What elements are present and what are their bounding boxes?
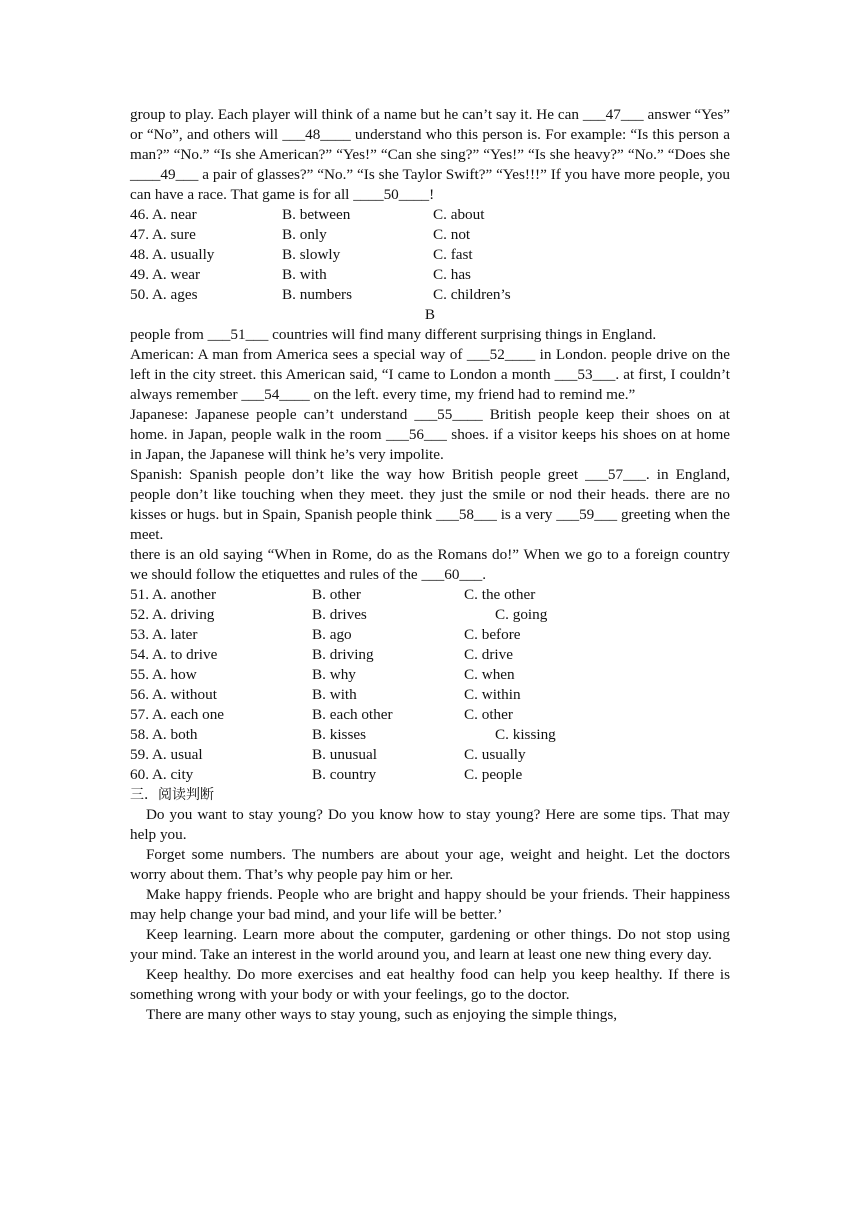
option-row [130, 585, 730, 605]
option-b: B. other [312, 586, 361, 603]
option-a: 48. A. usually [130, 246, 215, 263]
option-c: C. the other [464, 586, 536, 603]
option-b: B. numbers [282, 286, 353, 303]
passage-b-paragraph: Spanish: Spanish people don’t like the way how British people greet ___57___. in England, people don’t like touching when they meet. they just the smile or nod their heads. there are no kisses or hugs. but in Spain, Spanish people think ___58___ is a very ___59___ greeting when the meet. [130, 466, 730, 543]
option-b: B. between [282, 206, 351, 223]
section-three-heading: 三．阅读判断 [130, 787, 214, 803]
option-c: C. going [495, 606, 548, 623]
option-row [130, 705, 730, 725]
option-c: C. other [464, 706, 513, 723]
option-row [130, 265, 730, 285]
option-a: 58. A. both [130, 726, 198, 743]
option-a: 50. A. ages [130, 286, 198, 303]
passage-b-paragraph: there is an old saying “When in Rome, do as the Romans do!” When we go to a foreign country we should follow the etiquettes and rules of the ___60___. [130, 546, 730, 583]
passage-b-paragraph: people from ___51___ countries will find many different surprising things in England. [130, 326, 657, 343]
option-row [130, 745, 730, 765]
option-a: 54. A. to drive [130, 646, 218, 663]
passage-c-paragraph: Make happy friends. People who are bright and happy should be your friends. Their happiness may help change your bad mind, and your life will be better.’ [130, 886, 730, 923]
option-row [130, 765, 730, 785]
option-c: C. before [464, 626, 521, 643]
option-c: C. has [433, 266, 471, 283]
passage-b-paragraph: Japanese: Japanese people can’t understand ___55____ British people keep their shoes on at home. in Japan, people walk in the room ___56___ shoes. if a visitor keeps his shoes on at home in Japan, the Japanese will think he’s very impolite. [130, 406, 730, 463]
option-a: 55. A. how [130, 666, 197, 683]
option-c: C. kissing [495, 726, 556, 743]
option-row [130, 625, 730, 645]
exam-page [130, 105, 730, 1025]
passage-c-paragraph: Do you want to stay young? Do you know how to stay young? Here are some tips. That may help you. [130, 806, 730, 843]
option-c: C. not [433, 226, 471, 243]
option-row [130, 645, 730, 665]
options-a-list [130, 205, 730, 305]
option-c: C. about [433, 206, 485, 223]
option-a: 52. A. driving [130, 606, 215, 623]
option-c: C. usually [464, 746, 526, 763]
option-b: B. only [282, 226, 327, 243]
option-b: B. kisses [312, 726, 367, 743]
passage-c-paragraph: Keep learning. Learn more about the computer, gardening or other things. Do not stop using your mind. Take an interest in the world around you, and learn at least one new thing every day. [130, 926, 730, 963]
option-c: C. children’s [433, 286, 511, 303]
option-c: C. fast [433, 246, 473, 263]
passage-a-text: group to play. Each player will think of a name but he can’t say it. He can ___47___ answer “Yes” or “No”, and others will ___48____ understand who this person is. For example: “Is this person a man?” “No.” “Is she American?” “Yes!” “Can she sing?” “Yes!” “Is she heavy?” “No.” “Does she ____49___ a pair of glasses?” “No.” “Is she Taylor Swift?” “Yes!!!” If you have more people, you can have a race. That game is for all ____50____! [130, 106, 730, 203]
option-b: B. country [312, 766, 377, 783]
option-c: C. when [464, 666, 515, 683]
option-a: 56. A. without [130, 686, 217, 703]
option-row [130, 205, 730, 225]
option-row [130, 685, 730, 705]
option-b: B. with [312, 686, 357, 703]
option-b: B. unusual [312, 746, 377, 763]
option-b: B. driving [312, 646, 374, 663]
passage-c-paragraph: There are many other ways to stay young, such as enjoying the simple things, [145, 1006, 618, 1023]
options-b-list [130, 585, 730, 785]
option-c: C. people [464, 766, 523, 783]
option-b: B. drives [312, 606, 367, 623]
option-row [130, 665, 730, 685]
option-row [130, 245, 730, 265]
option-row [130, 605, 730, 625]
option-b: B. with [282, 266, 327, 283]
option-a: 59. A. usual [130, 746, 203, 763]
option-b: B. why [312, 666, 356, 683]
option-row [130, 285, 730, 305]
option-b: B. each other [312, 706, 393, 723]
section-b-label: B [424, 306, 436, 323]
option-b: B. slowly [282, 246, 341, 263]
option-a: 57. A. each one [130, 706, 225, 723]
passage-c-paragraph: Forget some numbers. The numbers are about your age, weight and height. Let the doctors worry about them. That’s why people pay him or her. [130, 846, 730, 883]
option-row [130, 725, 730, 745]
option-a: 51. A. another [130, 586, 217, 603]
option-row [130, 225, 730, 245]
option-a: 49. A. wear [130, 266, 201, 283]
option-a: 60. A. city [130, 766, 194, 783]
passage-c-paragraph: Keep healthy. Do more exercises and eat healthy food can help you keep healthy. If there is something wrong with your body or with your feelings, go to the doctor. [130, 966, 730, 1003]
option-a: 47. A. sure [130, 226, 196, 243]
option-c: C. within [464, 686, 521, 703]
passage-b-paragraph: American: A man from America sees a special way of ___52____ in London. people drive on the left in the city street. this American said, “I came to London a month ___53___. at first, I couldn’t always remember ___54____ on the left. every time, my friend had to remind me.” [130, 346, 730, 403]
option-a: 53. A. later [130, 626, 198, 643]
option-b: B. ago [312, 626, 352, 643]
option-a: 46. A. near [130, 206, 197, 223]
option-c: C. drive [464, 646, 513, 663]
